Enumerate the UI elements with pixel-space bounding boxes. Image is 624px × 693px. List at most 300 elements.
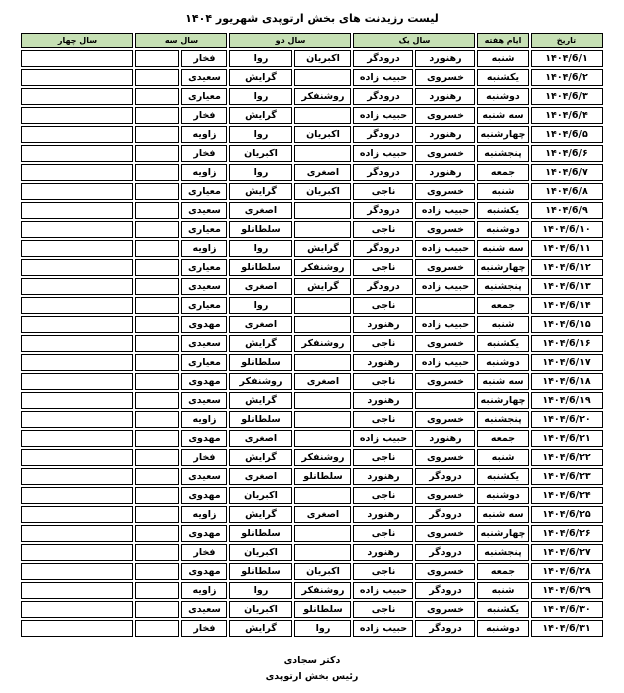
- weekday-cell: سه شنبه: [477, 240, 528, 257]
- year4-resident-cell: [21, 183, 133, 200]
- date-value: ۱۴۰۴/6/۱۰: [542, 224, 591, 235]
- date-value: ۱۴۰۴/6/۱۷: [542, 357, 591, 368]
- year4-resident-cell: [21, 107, 133, 124]
- date-value: ۱۴۰۴/6/۱۵: [542, 319, 591, 330]
- year2-resident-a-cell: [294, 221, 351, 238]
- schedule-row: [21, 259, 602, 276]
- year4-resident-cell: [21, 259, 133, 276]
- year1-resident-b-cell: درودگر: [353, 278, 413, 295]
- date-value: ۱۴۰۴/6/۱۹: [542, 395, 591, 406]
- year1-resident-a-cell: [415, 392, 475, 409]
- col-header-year4: سال چهار: [21, 33, 133, 48]
- year1-resident-a-cell: درودگر: [415, 620, 475, 637]
- year4-resident-cell: [21, 88, 133, 105]
- year2-resident-b-cell: سلطانلو: [229, 411, 292, 428]
- year3-resident-a-cell: معیاری: [181, 183, 227, 200]
- year2-resident-b-cell: روا: [229, 240, 292, 257]
- signature-role: رئیس بخش ارتوپدی: [265, 671, 359, 682]
- year2-resident-b-cell: سلطانلو: [229, 563, 292, 580]
- year1-resident-b-cell: ناجی: [353, 335, 413, 352]
- year4-resident-cell: [21, 69, 133, 86]
- year4-resident-cell: [21, 202, 133, 219]
- year3-resident-b-cell: [135, 335, 179, 352]
- date-value: ۱۴۰۴/6/۲۹: [542, 585, 591, 596]
- year1-resident-b-cell: حبیب زاده: [353, 430, 413, 447]
- year1-resident-a-cell: خسروی: [415, 107, 475, 124]
- year2-resident-b-cell: سلطانلو: [229, 525, 292, 542]
- weekday-cell: سه شنبه: [477, 373, 528, 390]
- year2-resident-b-cell: گرایش: [229, 183, 292, 200]
- year1-resident-a-cell: حبیب زاده: [415, 202, 475, 219]
- year3-resident-a-cell: فخار: [181, 544, 227, 561]
- year1-resident-b-cell: ناجی: [353, 411, 413, 428]
- year1-resident-b-cell: درودگر: [353, 88, 413, 105]
- weekday-cell: پنجشنبه: [477, 278, 528, 295]
- year4-resident-cell: [21, 164, 133, 181]
- year2-resident-a-cell: روشنفکر: [294, 259, 351, 276]
- year2-resident-b-cell: روشنفکر: [229, 373, 292, 390]
- schedule-row: [21, 525, 602, 542]
- year3-resident-b-cell: [135, 126, 179, 143]
- weekday-cell: دوشنبه: [477, 487, 528, 504]
- year3-resident-b-cell: [135, 240, 179, 257]
- year3-resident-b-cell: [135, 202, 179, 219]
- weekday-cell: جمعه: [477, 297, 528, 314]
- weekday-cell: یکشنبه: [477, 468, 528, 485]
- date-cell: [531, 373, 603, 390]
- date-cell: [531, 525, 603, 542]
- year1-resident-b-cell: حبیب زاده: [353, 107, 413, 124]
- residents-schedule-table: [19, 31, 604, 639]
- col-header-date: تاریخ: [531, 33, 603, 48]
- signature-name: دکتر سجادی: [283, 655, 341, 666]
- year2-resident-b-cell: روا: [229, 582, 292, 599]
- date-cell: [531, 354, 603, 371]
- year3-resident-a-cell: فخار: [181, 620, 227, 637]
- schedule-row: [21, 449, 602, 466]
- year1-resident-a-cell: خسروی: [415, 449, 475, 466]
- year2-resident-b-cell: گرایش: [229, 449, 292, 466]
- year1-resident-b-cell: ناجی: [353, 525, 413, 542]
- year2-resident-b-cell: اصغری: [229, 278, 292, 295]
- schedule-row: [21, 468, 602, 485]
- schedule-row: [21, 392, 602, 409]
- year3-resident-b-cell: [135, 259, 179, 276]
- year3-resident-a-cell: زاویه: [181, 506, 227, 523]
- year2-resident-b-cell: سلطانلو: [229, 354, 292, 371]
- schedule-row: [21, 373, 602, 390]
- date-value: ۱۴۰۴/6/۱۳: [542, 281, 591, 292]
- date-cell: [531, 430, 603, 447]
- date-value: ۱۴۰۴/6/۱۲: [542, 262, 591, 273]
- year2-resident-a-cell: [294, 107, 351, 124]
- year1-resident-a-cell: حبیب زاده: [415, 240, 475, 257]
- year1-resident-b-cell: ناجی: [353, 183, 413, 200]
- date-cell: [531, 126, 603, 143]
- year1-resident-a-cell: درودگر: [415, 506, 475, 523]
- year3-resident-b-cell: [135, 411, 179, 428]
- year1-resident-a-cell: خسروی: [415, 601, 475, 618]
- year2-resident-a-cell: روشنفکر: [294, 582, 351, 599]
- date-value: ۱۴۰۴/6/۸: [545, 186, 588, 197]
- year3-resident-a-cell: سعیدی: [181, 202, 227, 219]
- year1-resident-a-cell: خسروی: [415, 69, 475, 86]
- year1-resident-b-cell: ناجی: [353, 449, 413, 466]
- weekday-cell: چهارشنبه: [477, 392, 528, 409]
- year3-resident-b-cell: [135, 582, 179, 599]
- year1-resident-b-cell: حبیب زاده: [353, 582, 413, 599]
- year3-resident-b-cell: [135, 107, 179, 124]
- schedule-row: [21, 544, 602, 561]
- col-header-weekday: ایام هفته: [477, 33, 528, 48]
- year1-resident-a-cell: خسروی: [415, 221, 475, 238]
- col-header-year3: سال سه: [135, 33, 227, 48]
- signature-block: [0, 653, 624, 685]
- schedule-body: [21, 50, 602, 637]
- year3-resident-a-cell: فخار: [181, 449, 227, 466]
- year4-resident-cell: [21, 563, 133, 580]
- year2-resident-a-cell: گرایش: [294, 240, 351, 257]
- year2-resident-a-cell: اکبریان: [294, 50, 351, 67]
- year1-resident-a-cell: درودگر: [415, 544, 475, 561]
- date-cell: [531, 411, 603, 428]
- year1-resident-a-cell: [415, 297, 475, 314]
- year3-resident-b-cell: [135, 316, 179, 333]
- col-header-year2: سال دو: [229, 33, 351, 48]
- year3-resident-b-cell: [135, 373, 179, 390]
- weekday-cell: پنجشنبه: [477, 145, 528, 162]
- date-cell: [531, 164, 603, 181]
- date-value: ۱۴۰۴/6/۷: [545, 167, 588, 178]
- year1-resident-a-cell: خسروی: [415, 145, 475, 162]
- year3-resident-a-cell: معیاری: [181, 297, 227, 314]
- year1-resident-b-cell: ناجی: [353, 297, 413, 314]
- page-title: لیست رزیدنت های بخش ارتوپدی شهریور ۱۴۰۴: [185, 12, 439, 25]
- date-value: ۱۴۰۴/6/۲۰: [542, 414, 591, 425]
- weekday-cell: سه شنبه: [477, 506, 528, 523]
- year3-resident-b-cell: [135, 392, 179, 409]
- year2-resident-a-cell: [294, 145, 351, 162]
- year4-resident-cell: [21, 506, 133, 523]
- year3-resident-b-cell: [135, 297, 179, 314]
- year4-resident-cell: [21, 525, 133, 542]
- year2-resident-b-cell: گرایش: [229, 69, 292, 86]
- year3-resident-b-cell: [135, 145, 179, 162]
- date-cell: [531, 487, 603, 504]
- date-value: ۱۴۰۴/6/۲: [545, 72, 588, 83]
- year3-resident-a-cell: سعیدی: [181, 278, 227, 295]
- year1-resident-a-cell: خسروی: [415, 563, 475, 580]
- weekday-cell: شنبه: [477, 316, 528, 333]
- year3-resident-a-cell: فخار: [181, 107, 227, 124]
- year4-resident-cell: [21, 278, 133, 295]
- date-value: ۱۴۰۴/6/۲۱: [542, 433, 591, 444]
- schedule-row: [21, 164, 602, 181]
- year3-resident-a-cell: مهدوی: [181, 563, 227, 580]
- date-value: ۱۴۰۴/6/۲۵: [542, 509, 591, 520]
- year3-resident-a-cell: زاویه: [181, 126, 227, 143]
- year3-resident-b-cell: [135, 525, 179, 542]
- year2-resident-b-cell: اصغری: [229, 468, 292, 485]
- date-value: ۱۴۰۴/6/۵: [545, 129, 588, 140]
- header-row: [21, 33, 602, 48]
- schedule-row: [21, 297, 602, 314]
- weekday-cell: سه شنبه: [477, 107, 528, 124]
- date-cell: [531, 145, 603, 162]
- year2-resident-a-cell: اکبریان: [294, 563, 351, 580]
- year4-resident-cell: [21, 582, 133, 599]
- year3-resident-b-cell: [135, 221, 179, 238]
- year3-resident-a-cell: فخار: [181, 50, 227, 67]
- weekday-cell: شنبه: [477, 183, 528, 200]
- year4-resident-cell: [21, 335, 133, 352]
- year4-resident-cell: [21, 126, 133, 143]
- year1-resident-a-cell: رهنورد: [415, 50, 475, 67]
- year2-resident-b-cell: روا: [229, 50, 292, 67]
- weekday-cell: پنجشنبه: [477, 411, 528, 428]
- schedule-row: [21, 354, 602, 371]
- schedule-row: [21, 50, 602, 67]
- year3-resident-a-cell: زاویه: [181, 582, 227, 599]
- year1-resident-b-cell: رهنورد: [353, 354, 413, 371]
- date-cell: [531, 88, 603, 105]
- year4-resident-cell: [21, 297, 133, 314]
- year1-resident-a-cell: درودگر: [415, 582, 475, 599]
- year1-resident-b-cell: حبیب زاده: [353, 620, 413, 637]
- weekday-cell: شنبه: [477, 449, 528, 466]
- year1-resident-b-cell: رهنورد: [353, 506, 413, 523]
- year1-resident-b-cell: رهنورد: [353, 392, 413, 409]
- weekday-cell: یکشنبه: [477, 202, 528, 219]
- year1-resident-b-cell: ناجی: [353, 373, 413, 390]
- date-value: ۱۴۰۴/6/۲۴: [542, 490, 591, 501]
- weekday-cell: چهارشنبه: [477, 259, 528, 276]
- schedule-row: [21, 601, 602, 618]
- schedule-row: [21, 411, 602, 428]
- year4-resident-cell: [21, 449, 133, 466]
- schedule-row: [21, 145, 602, 162]
- year1-resident-a-cell: رهنورد: [415, 164, 475, 181]
- year1-resident-b-cell: درودگر: [353, 126, 413, 143]
- schedule-row: [21, 183, 602, 200]
- year4-resident-cell: [21, 411, 133, 428]
- date-value: ۱۴۰۴/6/۳: [545, 91, 588, 102]
- year3-resident-b-cell: [135, 544, 179, 561]
- year3-resident-b-cell: [135, 563, 179, 580]
- year2-resident-b-cell: گرایش: [229, 392, 292, 409]
- year3-resident-a-cell: مهدوی: [181, 373, 227, 390]
- date-cell: [531, 240, 603, 257]
- year1-resident-b-cell: درودگر: [353, 240, 413, 257]
- date-value: ۱۴۰۴/6/۱۸: [542, 376, 591, 387]
- year4-resident-cell: [21, 50, 133, 67]
- year2-resident-b-cell: گرایش: [229, 107, 292, 124]
- date-cell: [531, 544, 603, 561]
- year4-resident-cell: [21, 544, 133, 561]
- date-value: ۱۴۰۴/6/۲۷: [542, 547, 591, 558]
- schedule-row: [21, 563, 602, 580]
- weekday-cell: جمعه: [477, 430, 528, 447]
- year2-resident-b-cell: اکبریان: [229, 487, 292, 504]
- year2-resident-a-cell: [294, 487, 351, 504]
- year2-resident-a-cell: [294, 430, 351, 447]
- year2-resident-b-cell: گرایش: [229, 620, 292, 637]
- year3-resident-b-cell: [135, 164, 179, 181]
- year1-resident-a-cell: خسروی: [415, 525, 475, 542]
- schedule-row: [21, 240, 602, 257]
- year2-resident-b-cell: اکبریان: [229, 145, 292, 162]
- year1-resident-b-cell: حبیب زاده: [353, 69, 413, 86]
- year2-resident-a-cell: روشنفکر: [294, 335, 351, 352]
- year1-resident-b-cell: رهنورد: [353, 544, 413, 561]
- year2-resident-a-cell: [294, 202, 351, 219]
- year3-resident-a-cell: سعیدی: [181, 601, 227, 618]
- table-header: [21, 33, 602, 48]
- date-cell: [531, 183, 603, 200]
- schedule-row: [21, 430, 602, 447]
- date-cell: [531, 563, 603, 580]
- year2-resident-a-cell: [294, 354, 351, 371]
- year1-resident-b-cell: ناجی: [353, 259, 413, 276]
- schedule-row: [21, 221, 602, 238]
- year4-resident-cell: [21, 601, 133, 618]
- weekday-cell: چهارشنبه: [477, 525, 528, 542]
- weekday-cell: یکشنبه: [477, 601, 528, 618]
- weekday-cell: یکشنبه: [477, 335, 528, 352]
- year2-resident-a-cell: [294, 544, 351, 561]
- weekday-cell: جمعه: [477, 563, 528, 580]
- year3-resident-a-cell: سعیدی: [181, 335, 227, 352]
- date-value: ۱۴۰۴/6/۲۳: [542, 471, 591, 482]
- year2-resident-b-cell: سلطانلو: [229, 259, 292, 276]
- date-value: ۱۴۰۴/6/۲۲: [542, 452, 591, 463]
- year1-resident-a-cell: خسروی: [415, 183, 475, 200]
- year2-resident-b-cell: گرایش: [229, 506, 292, 523]
- schedule-row: [21, 69, 602, 86]
- year4-resident-cell: [21, 316, 133, 333]
- year1-resident-b-cell: درودگر: [353, 202, 413, 219]
- year1-resident-a-cell: خسروی: [415, 335, 475, 352]
- year1-resident-a-cell: حبیب زاده: [415, 278, 475, 295]
- year3-resident-a-cell: زاویه: [181, 164, 227, 181]
- year3-resident-b-cell: [135, 601, 179, 618]
- year3-resident-b-cell: [135, 50, 179, 67]
- weekday-cell: دوشنبه: [477, 221, 528, 238]
- schedule-row: [21, 107, 602, 124]
- year1-resident-b-cell: رهنورد: [353, 468, 413, 485]
- year3-resident-b-cell: [135, 620, 179, 637]
- date-cell: [531, 259, 603, 276]
- year3-resident-b-cell: [135, 468, 179, 485]
- year1-resident-b-cell: ناجی: [353, 487, 413, 504]
- year2-resident-a-cell: [294, 297, 351, 314]
- year3-resident-a-cell: مهدوی: [181, 430, 227, 447]
- year1-resident-a-cell: خسروی: [415, 259, 475, 276]
- year1-resident-a-cell: رهنورد: [415, 430, 475, 447]
- date-cell: [531, 107, 603, 124]
- schedule-row: [21, 506, 602, 523]
- date-value: ۱۴۰۴/6/۱: [545, 53, 588, 64]
- year2-resident-b-cell: اصغری: [229, 202, 292, 219]
- weekday-cell: دوشنبه: [477, 88, 528, 105]
- date-cell: [531, 297, 603, 314]
- date-value: ۱۴۰۴/6/۱۶: [542, 338, 591, 349]
- weekday-cell: جمعه: [477, 164, 528, 181]
- year3-resident-b-cell: [135, 88, 179, 105]
- weekday-cell: شنبه: [477, 50, 528, 67]
- year1-resident-a-cell: حبیب زاده: [415, 316, 475, 333]
- date-value: ۱۴۰۴/6/۶: [545, 148, 588, 159]
- year2-resident-a-cell: روشنفکر: [294, 88, 351, 105]
- year1-resident-a-cell: خسروی: [415, 487, 475, 504]
- year2-resident-a-cell: سلطانلو: [294, 468, 351, 485]
- year1-resident-a-cell: خسروی: [415, 373, 475, 390]
- year4-resident-cell: [21, 392, 133, 409]
- year3-resident-b-cell: [135, 449, 179, 466]
- year3-resident-a-cell: معیاری: [181, 221, 227, 238]
- year2-resident-a-cell: اصغری: [294, 506, 351, 523]
- date-value: ۱۴۰۴/6/۲۸: [542, 566, 591, 577]
- year2-resident-b-cell: روا: [229, 88, 292, 105]
- year2-resident-a-cell: اصغری: [294, 164, 351, 181]
- col-header-year1: سال یک: [353, 33, 475, 48]
- year2-resident-b-cell: سلطانلو: [229, 221, 292, 238]
- year3-resident-b-cell: [135, 430, 179, 447]
- schedule-row: [21, 335, 602, 352]
- year2-resident-a-cell: اصغری: [294, 373, 351, 390]
- year2-resident-b-cell: اصغری: [229, 430, 292, 447]
- year3-resident-b-cell: [135, 354, 179, 371]
- date-cell: [531, 69, 603, 86]
- date-cell: [531, 601, 603, 618]
- date-cell: [531, 202, 603, 219]
- year3-resident-a-cell: سعیدی: [181, 392, 227, 409]
- weekday-cell: یکشنبه: [477, 69, 528, 86]
- year2-resident-b-cell: اصغری: [229, 316, 292, 333]
- date-cell: [531, 316, 603, 333]
- year3-resident-a-cell: معیاری: [181, 259, 227, 276]
- year1-resident-b-cell: ناجی: [353, 563, 413, 580]
- date-cell: [531, 278, 603, 295]
- date-cell: [531, 392, 603, 409]
- year1-resident-a-cell: خسروی: [415, 411, 475, 428]
- year1-resident-b-cell: رهنورد: [353, 316, 413, 333]
- year3-resident-a-cell: معیاری: [181, 354, 227, 371]
- year3-resident-a-cell: فخار: [181, 145, 227, 162]
- date-value: ۱۴۰۴/6/۱۴: [542, 300, 591, 311]
- schedule-row: [21, 582, 602, 599]
- year3-resident-b-cell: [135, 487, 179, 504]
- year2-resident-a-cell: [294, 392, 351, 409]
- date-cell: [531, 335, 603, 352]
- date-value: ۱۴۰۴/6/۱۱: [542, 243, 591, 254]
- year2-resident-a-cell: [294, 525, 351, 542]
- date-value: ۱۴۰۴/6/۹: [545, 205, 588, 216]
- year3-resident-b-cell: [135, 506, 179, 523]
- year1-resident-a-cell: حبیب زاده: [415, 354, 475, 371]
- schedule-row: [21, 487, 602, 504]
- date-cell: [531, 468, 603, 485]
- year4-resident-cell: [21, 430, 133, 447]
- schedule-row: [21, 202, 602, 219]
- weekday-cell: شنبه: [477, 582, 528, 599]
- date-cell: [531, 582, 603, 599]
- weekday-cell: چهارشنبه: [477, 126, 528, 143]
- date-value: ۱۴۰۴/6/۳۰: [542, 604, 591, 615]
- schedule-row: [21, 88, 602, 105]
- year3-resident-b-cell: [135, 278, 179, 295]
- year3-resident-b-cell: [135, 183, 179, 200]
